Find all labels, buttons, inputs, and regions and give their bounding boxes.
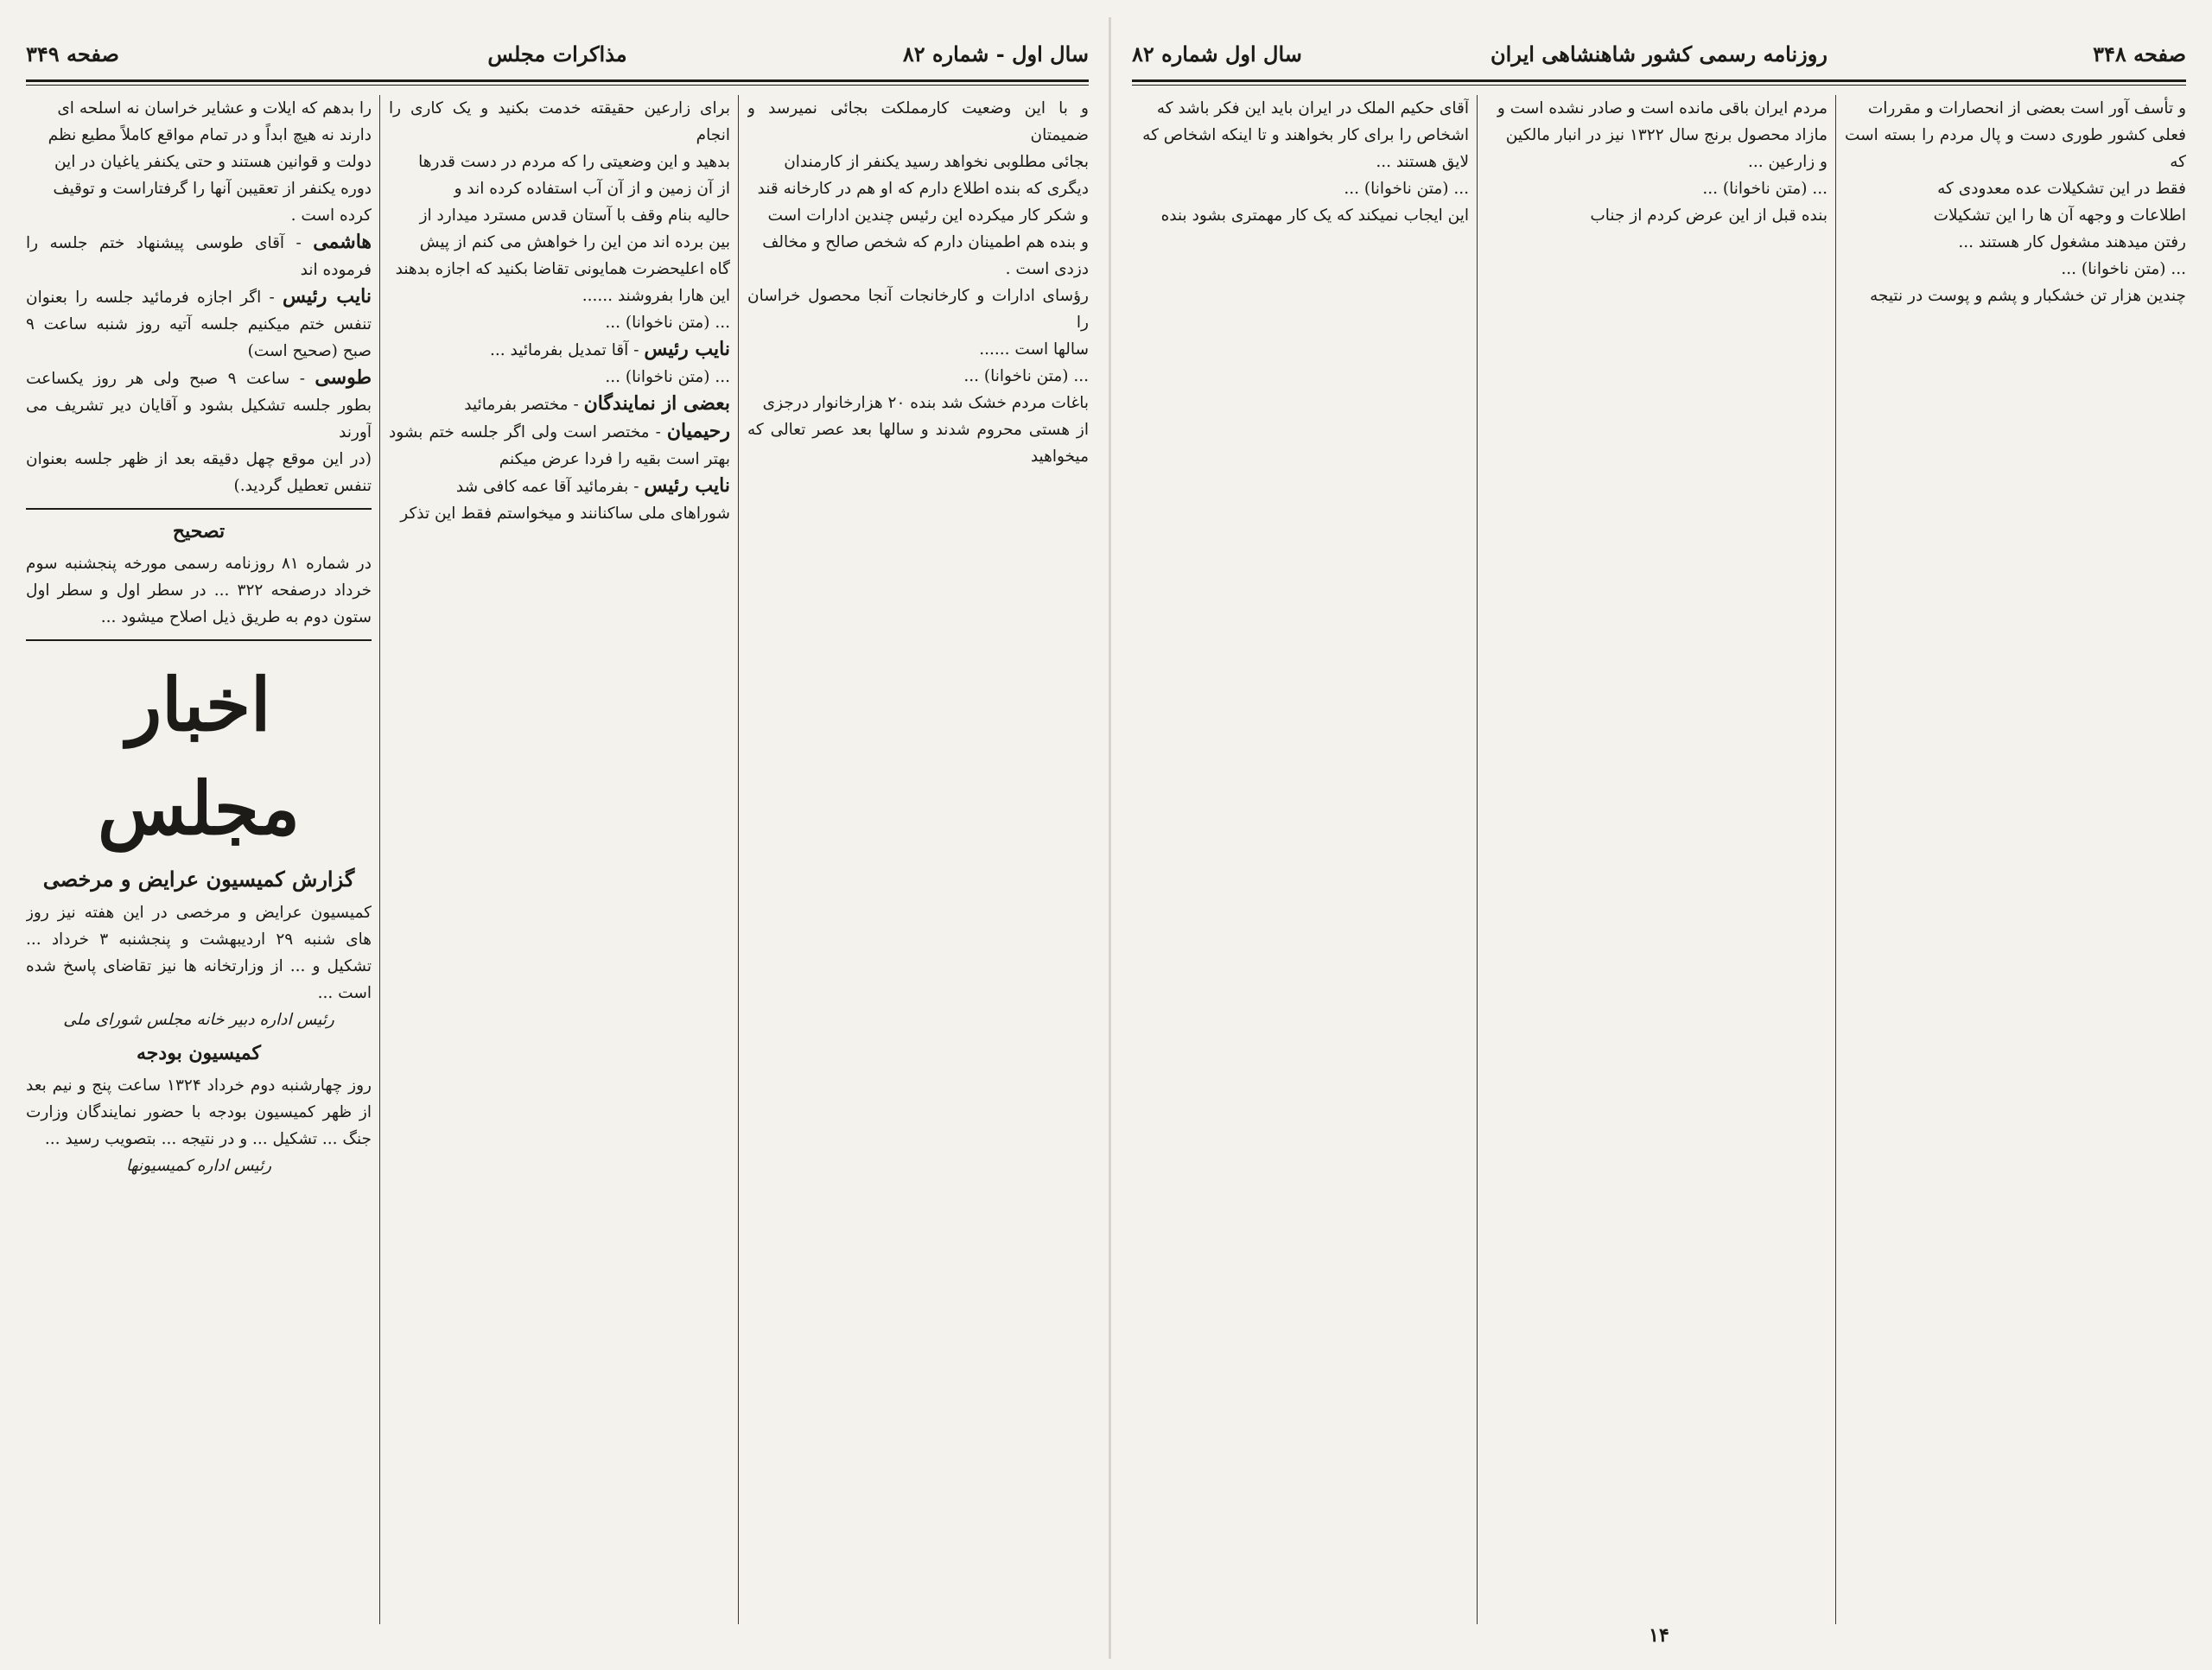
speaker-text: - ساعت ۹ صبح ولی هر روز یکساعت بطور جلسه تشکیل بشود و آقایان دیر تشریف می آورند — [26, 370, 372, 441]
paragraph: ... (متن ناخوانا) ... — [1344, 180, 1469, 198]
session-note: (در این موقع چهل دقیقه بعد از ظهر جلسه بعنوان تنفس تعطیل گردید.) — [26, 450, 372, 495]
right-page — [1132, 26, 2186, 1650]
paragraph: ... (متن ناخوانا) ... — [1702, 180, 1827, 198]
right-page-footer-number: ۱۴ — [1649, 1624, 1669, 1647]
right-page-col-right — [1845, 95, 2186, 1624]
paragraph: اشخاص را برای کار بخواهند و تا اینکه اشخاص که — [1142, 126, 1469, 144]
paragraph: حالیه بنام وقف با آستان قدس مسترد میدارد از — [419, 206, 730, 225]
speaker-name: نایب رئیس — [644, 474, 730, 497]
speaker-text: - مختصر بفرمائید — [464, 396, 579, 414]
paragraph: اطلاعات و وجهه آن ها را این تشکیلات — [1933, 206, 2186, 225]
commission-text: کمیسیون عرایض و مرخصی در این هفته نیز روز های شنبه ۲۹ اردیبهشت و پنجشنبه ۳ خرداد ... تشکیل و ... از وزارتخانه ها نیز تقاضای پاسخ شده است ... — [26, 904, 372, 1002]
paragraph: آقای حکیم الملک در ایران باید این فکر باشد که — [1156, 99, 1469, 117]
right-page-col-middle — [1486, 95, 1827, 1624]
speaker-text: - آقای طوسی پیشنهاد ختم جلسه را فرموده اند — [26, 234, 372, 279]
paragraph: دیگری که بنده اطلاع دارم که او هم در کارخانه قند — [757, 180, 1089, 198]
paragraph: مردم ایران باقی مانده است و صادر نشده است و — [1497, 99, 1827, 117]
speaker-text: - آقا تمدیل بفرمائید ... — [490, 341, 639, 359]
paragraph: باغات مردم خشک شد بنده ۲۰ هزارخانوار درجزی — [762, 394, 1089, 412]
left-page-col-left — [26, 95, 372, 1624]
masthead-title: اخبار مجلس — [97, 662, 301, 851]
paragraph: گاه اعلیحضرت همایونی تقاضا بکنید که اجازه بدهند — [395, 260, 730, 278]
budget-text: روز چهارشنبه دوم خرداد ۱۳۲۴ ساعت پنج و نیم بعد از ظهر کمیسیون بودجه با حضور نمایندگان وزارت جنگ ... تشکیل ... و در نتیجه ... بتصویب رسید ... — [26, 1076, 372, 1148]
paragraph: بین برده اند من این را خواهش می کنم از پیش — [419, 233, 730, 251]
speaker-name: هاشمی — [313, 231, 372, 253]
correction-title: تصحیح — [172, 520, 226, 543]
paragraph: این ایجاب نمیکند که یک کار مهمتری بشود بنده — [1160, 206, 1469, 225]
paragraph: و تأسف آور است بعضی از انحصارات و مقررات — [1867, 99, 2186, 117]
right-page-header — [1132, 26, 2186, 83]
paragraph: لایق هستند ... — [1376, 153, 1469, 171]
paragraph: بدهید و این وضعیتی را که مردم در دست قدرها — [418, 153, 730, 171]
paragraph: دوره یکنفر از تعقیبن آنها را گرفتاراست و توقیف — [53, 180, 372, 198]
paragraph: را بدهم که ایلات و عشایر خراسان نه اسلحه ای — [57, 99, 372, 117]
paragraph: از آن زمین و از آن آب استفاده کرده اند و — [454, 180, 730, 198]
paragraph: برای زارعین حقیقته خدمت بکنید و یک کاری را انجام — [389, 99, 730, 144]
paragraph: ... (متن ناخوانا) ... — [2061, 260, 2186, 278]
paragraph: از هستی محروم شدند و سالها بعد عصر تعالی که میخواهید — [747, 421, 1089, 466]
paragraph: رفتن میدهند مشغول کار هستند ... — [1958, 233, 2186, 251]
speaker-name: طوسی — [315, 366, 372, 389]
right-page-issue: سال اول شماره ۸۲ — [1132, 41, 1302, 67]
paragraph: ... (متن ناخوانا) ... — [963, 367, 1089, 385]
paragraph: چندین هزار تن خشکبار و پشم و پوست در نتیجه — [1869, 287, 2186, 305]
paragraph: دارند نه هیچ ابداً و در تمام مواقع کاملاً مطیع نظم — [48, 126, 372, 144]
right-page-title: روزنامه رسمی کشور شاهنشاهی ایران — [1491, 41, 1827, 67]
right-page-col-left — [1132, 95, 1469, 1624]
paragraph: دزدی است . — [1005, 260, 1089, 278]
paragraph: شوراهای ملی ساکنانند و میخواستم فقط این تذکر — [400, 505, 730, 523]
speaker-name: بعضی از نمایندگان — [583, 392, 730, 415]
paragraph: این هارا بفروشند ...... — [582, 287, 730, 305]
paragraph: ... (متن ناخوانا) ... — [605, 368, 730, 386]
paragraph: سالها است ...... — [979, 340, 1089, 359]
paragraph: دولت و قوانین هستند و حتی یکنفر یاغیان در این — [54, 153, 372, 171]
speaker-name: نایب رئیس — [282, 285, 372, 308]
speaker-text: - اگر اجازه فرمائید جلسه را بعنوان تنفس ختم میکنیم جلسه آتیه روز شنبه ساعت ۹ صبح (صحیح است) — [26, 289, 372, 360]
left-page-number: صفحه ۳۴۹ — [26, 41, 119, 67]
left-page-col-right — [747, 95, 1089, 1624]
page-gutter — [1109, 17, 1111, 1659]
left-page — [26, 26, 1089, 1650]
left-page-header — [26, 26, 1089, 83]
paragraph: و زارعین ... — [1747, 153, 1827, 171]
masthead-subtitle: گزارش کمیسیون عرایض و مرخصی — [42, 867, 355, 892]
speaker-text: - مختصر است ولی اگر جلسه ختم بشود بهتر است بقیه را فردا عرض میکنم — [389, 423, 730, 468]
divider — [26, 508, 372, 510]
budget-title: کمیسیون بودجه — [137, 1042, 261, 1064]
paragraph: رؤسای ادارات و کارخانجات آنجا محصول خراسان را — [747, 287, 1089, 332]
paragraph: و بنده هم اطمینان دارم که شخص صالح و مخالف — [762, 233, 1089, 251]
paragraph: کرده است . — [290, 206, 372, 225]
speaker-text: - بفرمائید آقا عمه کافی شد — [455, 478, 639, 496]
budget-signature: رئیس اداره کمیسیونها — [125, 1157, 272, 1175]
paragraph: فقط در این تشکیلات عده معدودی که — [1937, 180, 2186, 198]
speaker-name: نایب رئیس — [644, 338, 730, 360]
paragraph: و با این وضعیت کارمملکت بجائی نمیرسد و ضمیمتان — [747, 99, 1089, 144]
paragraph: و شکر کار میکرده این رئیس چندین ادارات است — [767, 206, 1089, 225]
correction-text: در شماره ۸۱ روزنامه رسمی مورخه پنجشنبه سوم خرداد درصفحه ۳۲۲ ... در سطر اول و سطر اول ستون دوم به طریق ذیل اصلاح میشود ... — [26, 555, 372, 626]
divider — [26, 639, 372, 641]
right-page-number: صفحه ۳۴۸ — [2093, 41, 2186, 67]
paragraph: ... (متن ناخوانا) ... — [605, 314, 730, 332]
paragraph: بنده قبل از این عرض کردم از جناب — [1590, 206, 1827, 225]
speaker-name: رحیمیان — [666, 420, 730, 442]
left-page-issue: سال اول - شماره ۸۲ — [902, 41, 1089, 67]
paragraph: مازاد محصول برنج سال ۱۳۲۲ نیز در انبار مالکین — [1505, 126, 1827, 144]
paragraph: بجائی مطلوبی نخواهد رسید یکنفر از کارمندان — [784, 153, 1089, 171]
commission-signature: رئیس اداره دبیر خانه مجلس شورای ملی — [63, 1011, 334, 1029]
left-page-col-middle — [389, 95, 730, 1624]
left-page-title: مذاکرات مجلس — [487, 41, 627, 67]
paragraph: فعلی کشور طوری دست و پال مردم را بسته است که — [1845, 126, 2186, 171]
